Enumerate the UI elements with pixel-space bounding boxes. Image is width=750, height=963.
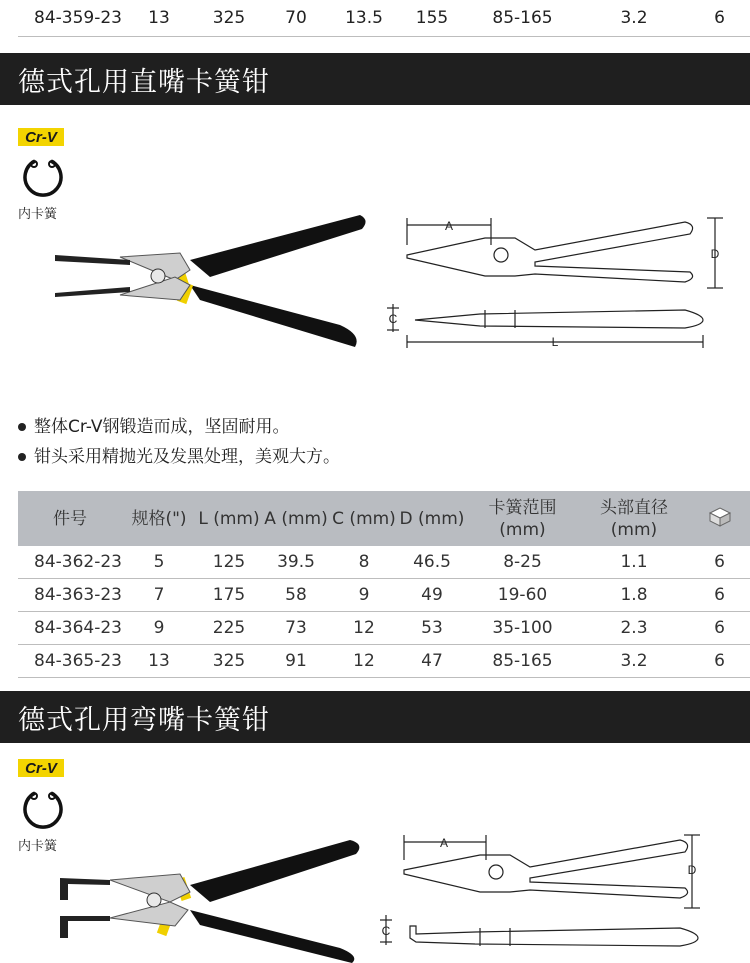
cell-length: 125 xyxy=(212,552,246,572)
header-part-number: 件号 xyxy=(53,508,87,529)
cell-size: 9 xyxy=(153,618,165,638)
cell-dim-c: 12 xyxy=(353,651,375,671)
dim-label-c: C xyxy=(381,924,391,938)
header-length: L (mm) xyxy=(198,508,260,529)
inner-circlip-icon xyxy=(22,157,64,199)
cell-part-number: 84-365-23 xyxy=(34,651,122,671)
cell-tip-diameter: 1.8 xyxy=(620,585,648,605)
pack-qty: 6 xyxy=(714,8,725,28)
dim-label-a: A xyxy=(439,836,449,850)
cell-part-number: 84-364-23 xyxy=(34,618,122,638)
cell-pack-qty: 6 xyxy=(714,651,725,671)
dim-label-d: D xyxy=(687,863,697,877)
cell-dim-a: 91 xyxy=(285,651,307,671)
cell-pack-qty: 6 xyxy=(714,585,725,605)
ring-label: 内卡簧 xyxy=(18,207,58,222)
dim-label-a: A xyxy=(444,219,454,233)
header-size: 规格(") xyxy=(131,508,187,529)
cell-dim-a: 73 xyxy=(285,618,307,638)
cell-dim-a: 39.5 xyxy=(277,552,315,572)
table-header xyxy=(18,491,750,546)
bullet-dot-icon xyxy=(18,453,26,461)
cell-length: 225 xyxy=(212,618,246,638)
cell-dim-d: 46.5 xyxy=(413,552,451,572)
table-row xyxy=(18,612,750,645)
crv-badge-2: Cr-V xyxy=(18,759,64,777)
cell-part-number: 84-363-23 xyxy=(34,585,122,605)
cell-dim-d: 49 xyxy=(421,585,443,605)
ring-range: 85-165 xyxy=(492,8,553,28)
table-row xyxy=(18,579,750,612)
cell-size: 13 xyxy=(148,651,170,671)
header-dim-c: C (mm) xyxy=(332,508,396,529)
cell-ring-range: 85-165 xyxy=(492,651,553,671)
cell-length: 175 xyxy=(212,585,246,605)
cell-tip-diameter: 2.3 xyxy=(620,618,648,638)
part-number: 84-359-23 xyxy=(34,8,122,28)
cell-length: 325 xyxy=(212,651,246,671)
size: 13 xyxy=(148,8,170,28)
dim-label-c: C xyxy=(388,312,398,326)
length: 325 xyxy=(212,8,246,28)
feature-item: 钳头采用精抛光及发黑处理，美观大方。 xyxy=(18,442,340,472)
cell-part-number: 84-362-23 xyxy=(34,552,122,572)
bullet-dot-icon xyxy=(18,423,26,431)
dim-a: 70 xyxy=(285,8,307,28)
cell-pack-qty: 6 xyxy=(714,552,725,572)
straight-pliers-image xyxy=(50,205,370,355)
dim-label-l: L xyxy=(551,335,559,349)
prev-table-row xyxy=(18,0,750,37)
feature-list xyxy=(18,412,340,472)
header-dim-a: A (mm) xyxy=(264,508,328,529)
table-row xyxy=(18,645,750,678)
tip-diameter: 3.2 xyxy=(620,8,648,28)
cell-dim-d: 47 xyxy=(421,651,443,671)
section-title-2: 德式孔用弯嘴卡簧钳 xyxy=(0,691,750,743)
cell-size: 7 xyxy=(153,585,165,605)
feature-item: 整体Cr-V钢锻造而成，坚固耐用。 xyxy=(18,412,340,442)
crv-badge: Cr-V xyxy=(18,128,64,146)
cell-ring-range: 8-25 xyxy=(503,552,542,572)
cell-dim-c: 9 xyxy=(358,585,370,605)
dim-c: 13.5 xyxy=(345,8,383,28)
cell-pack-qty: 6 xyxy=(714,618,725,638)
header-dim-d: D (mm) xyxy=(399,508,465,529)
header-pack xyxy=(689,505,750,533)
package-box-icon xyxy=(707,505,733,527)
header-ring-range: 卡簧范围 (mm) xyxy=(488,497,557,540)
dim-label-d: D xyxy=(710,247,720,261)
cell-tip-diameter: 3.2 xyxy=(620,651,648,671)
straight-pliers-diagram xyxy=(385,210,725,360)
table-row xyxy=(18,546,750,579)
inner-circlip-icon xyxy=(22,789,64,831)
dim-d: 155 xyxy=(415,8,449,28)
bent-pliers-image xyxy=(50,830,370,963)
cell-dim-c: 12 xyxy=(353,618,375,638)
bent-pliers-diagram xyxy=(380,830,725,963)
spec-table xyxy=(18,491,750,678)
cell-dim-c: 8 xyxy=(358,552,370,572)
cell-tip-diameter: 1.1 xyxy=(620,552,648,572)
cell-size: 5 xyxy=(153,552,165,572)
cell-ring-range: 19-60 xyxy=(497,585,548,605)
header-tip-diameter: 头部直径 (mm) xyxy=(600,497,668,540)
cell-ring-range: 35-100 xyxy=(492,618,553,638)
cell-dim-d: 53 xyxy=(421,618,443,638)
cell-dim-a: 58 xyxy=(285,585,307,605)
ring-label-2: 内卡簧 xyxy=(18,839,58,854)
section-title: 德式孔用直嘴卡簧钳 xyxy=(0,53,750,105)
